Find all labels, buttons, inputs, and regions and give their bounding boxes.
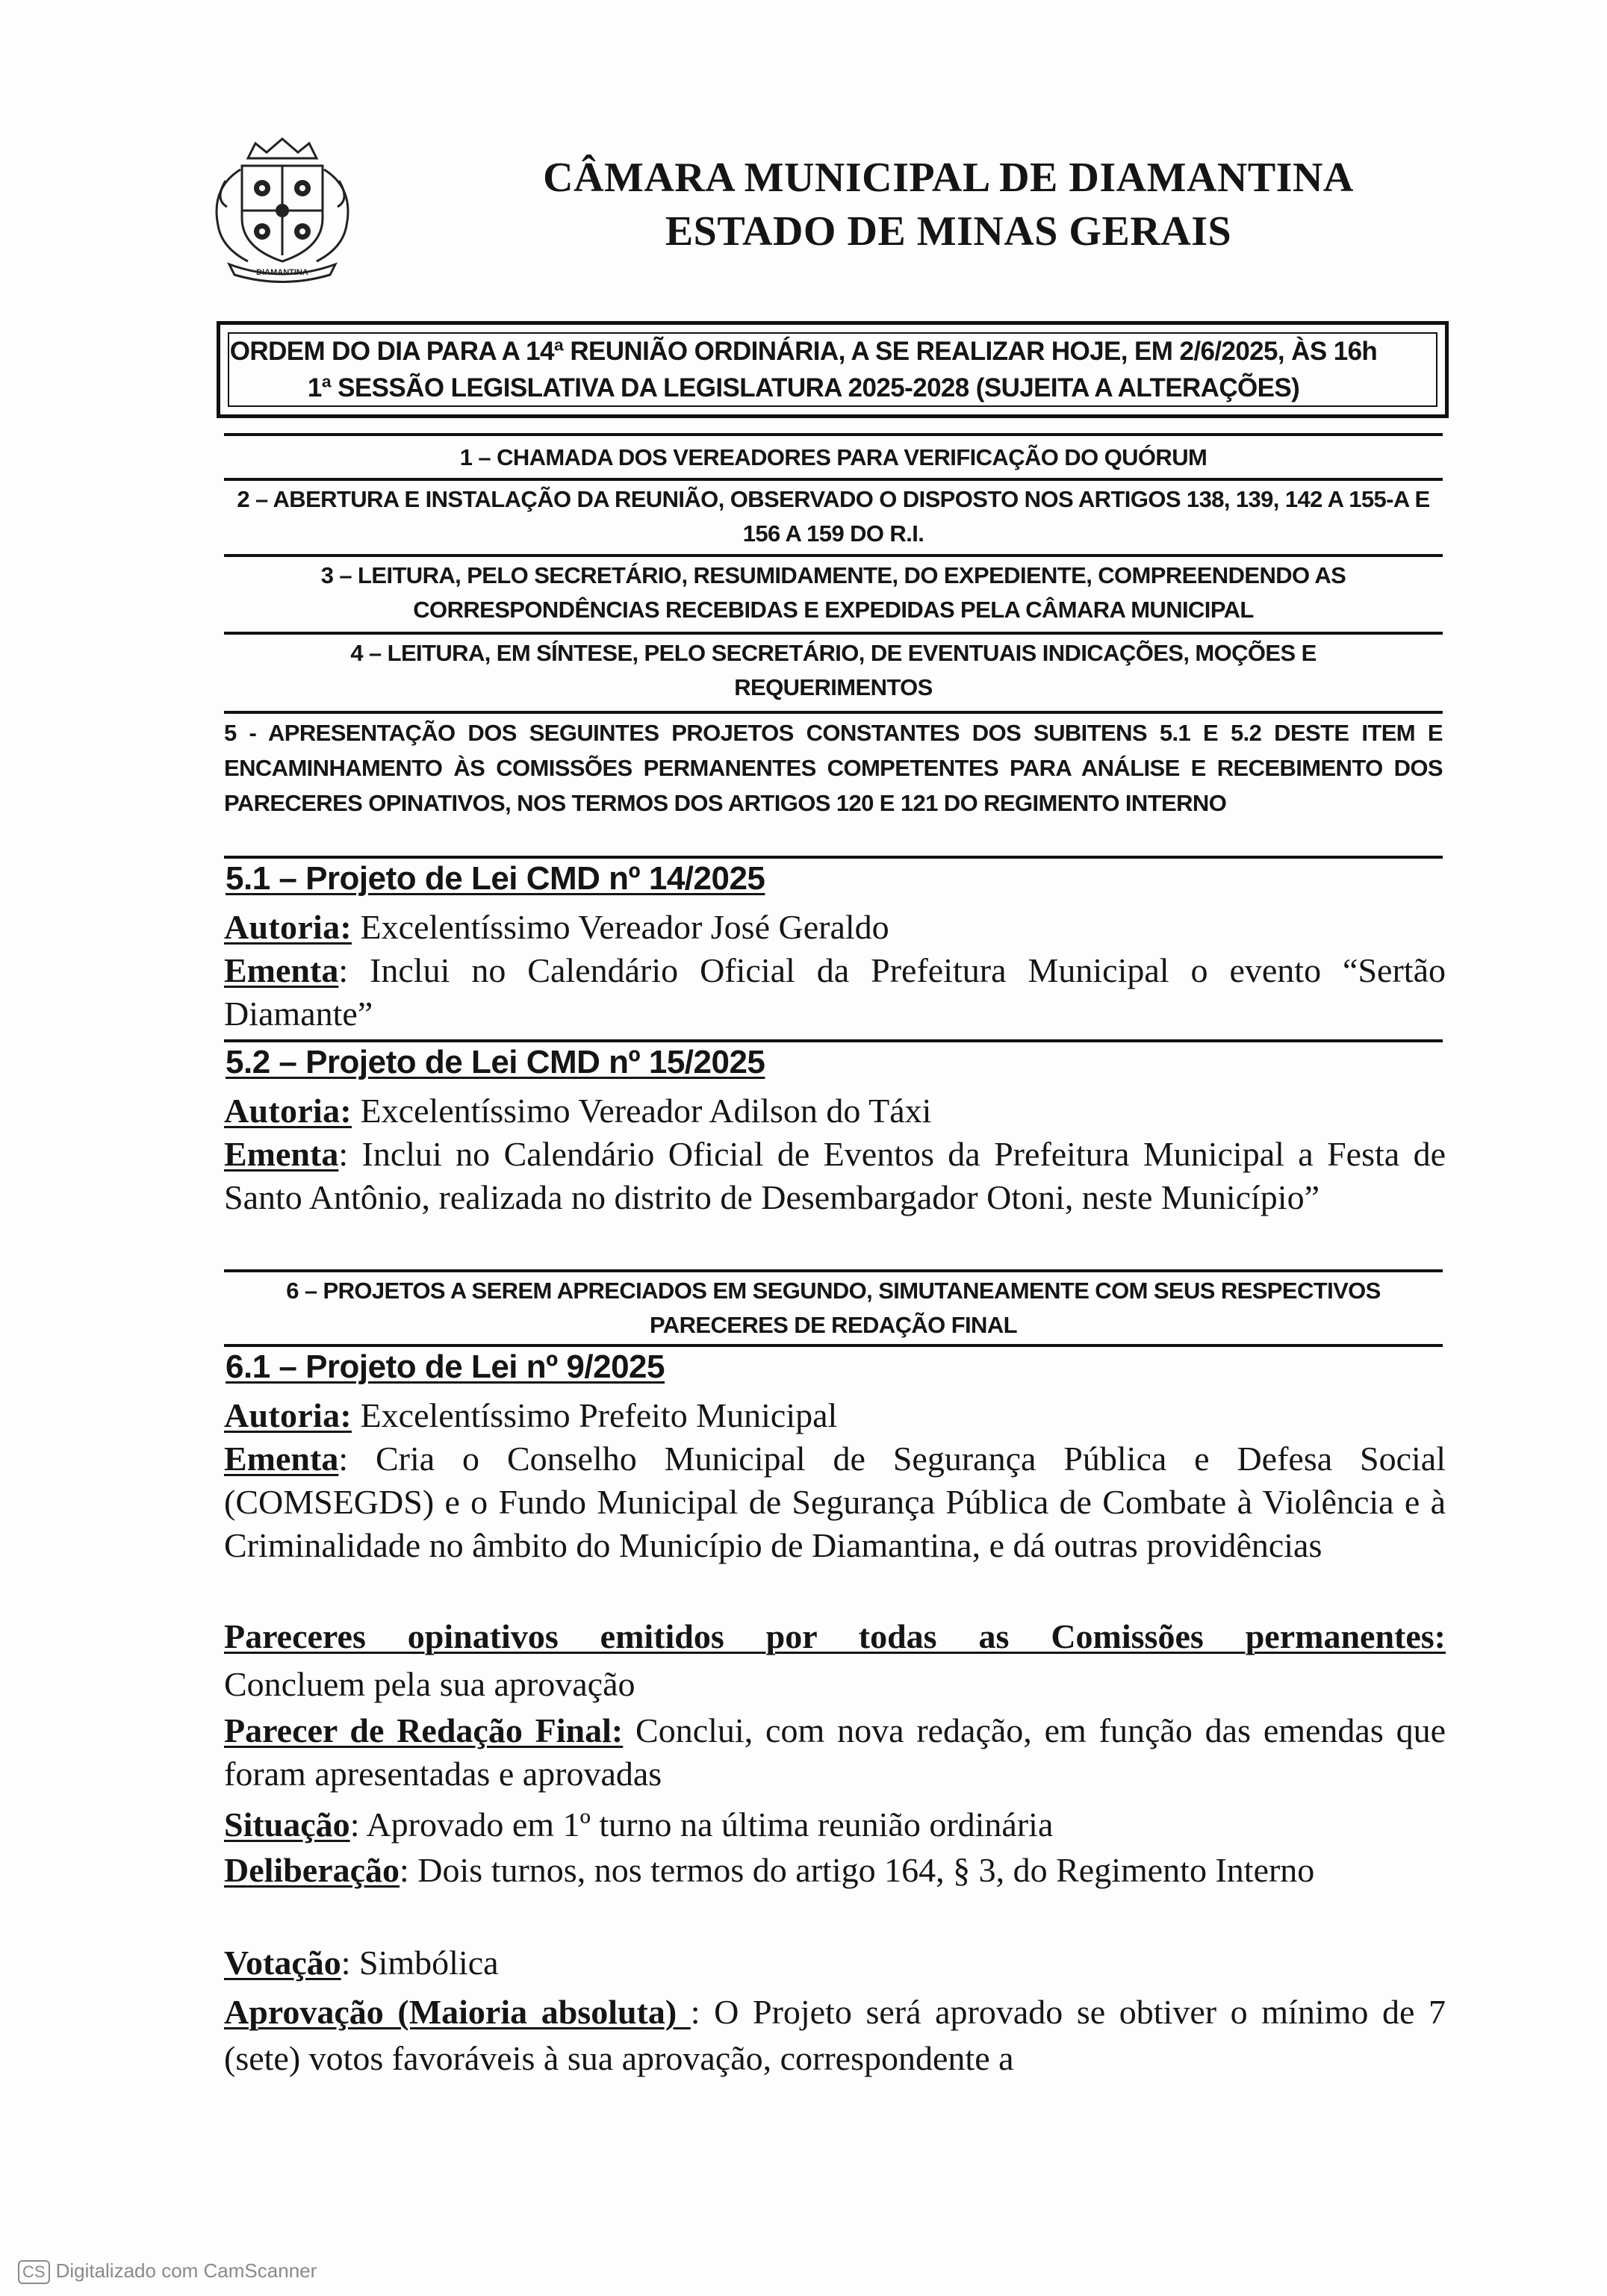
divider bbox=[224, 433, 1443, 436]
situacao-value: : Aprovado em 1º turno na última reunião ordinária bbox=[349, 1805, 1054, 1844]
project-5-1-autoria bbox=[224, 906, 1446, 949]
agenda-item-1: 1 – CHAMADA DOS VEREADORES PARA VERIFICAÇÃO DO QUÓRUM bbox=[459, 444, 1207, 470]
ementa-label: Ementa bbox=[224, 951, 339, 989]
pareceres-label: Pareceres opinativos emitidos por todas as Comissões permanentes: bbox=[224, 1617, 1446, 1655]
project-6-1-ementa bbox=[224, 1437, 1446, 1567]
scanner-watermark-text: Digitalizado com CamScanner bbox=[55, 2259, 317, 2282]
crest-ribbon-text: DIAMANTINA bbox=[256, 268, 308, 277]
agenda-item-2: 2 – ABERTURA E INSTALAÇÃO DA REUNIÃO, OBSERVADO O DISPOSTO NOS ARTIGOS 138, 139, 142 A 155-A E 156 A 159 DO R.I. bbox=[237, 486, 1430, 547]
redacao-final-value: Conclui, com nova redação, em função das emendas que foram apresentadas e aprovadas bbox=[224, 1711, 1446, 1793]
situacao-label: Situação bbox=[224, 1805, 350, 1844]
agenda-title-line-1: ORDEM DO DIA PARA A 14ª REUNIÃO ORDINÁRIA, A SE REALIZAR HOJE, EM 2/6/2025, ÀS 16h bbox=[229, 337, 1378, 366]
project-5-2-heading: 5.2 – Projeto de Lei CMD nº 15/2025 bbox=[226, 1044, 765, 1080]
divider bbox=[224, 554, 1443, 557]
redacao-final-label: Parecer de Redação Final: bbox=[224, 1711, 624, 1749]
autoria-label: Autoria: bbox=[224, 1396, 352, 1434]
divider bbox=[224, 632, 1443, 635]
project-6-1-pareceres-label-line bbox=[224, 1615, 1446, 1658]
project-5-1-ementa bbox=[224, 949, 1446, 1036]
camscanner-icon: CS bbox=[18, 2260, 50, 2284]
autoria-label: Autoria: bbox=[224, 1092, 352, 1130]
project-6-1-redacao-final bbox=[224, 1709, 1446, 1796]
divider bbox=[224, 1039, 1443, 1042]
project-6-1-votacao bbox=[224, 1941, 1446, 1985]
divider bbox=[224, 856, 1443, 859]
project-5-1-heading: 5.1 – Projeto de Lei CMD nº 14/2025 bbox=[226, 860, 765, 897]
ementa-label: Ementa bbox=[224, 1440, 339, 1478]
ementa-value: : Inclui no Calendário Oficial de Eventos da Prefeitura Municipal a Festa de Santo Antônio, realizada no distrito de Desembargador Otoni, neste Município” bbox=[224, 1135, 1446, 1216]
project-6-1-pareceres: Concluem pela sua aprovação bbox=[224, 1665, 635, 1703]
votacao-value: : Simbólica bbox=[341, 1944, 499, 1982]
scanner-watermark bbox=[18, 2259, 317, 2284]
divider bbox=[224, 1344, 1443, 1347]
agenda-item-6: 6 – PROJETOS A SEREM APRECIADOS EM SEGUNDO, SIMUTANEAMENTE COM SEUS RESPECTIVOS PARECERES DE REDAÇÃO FINAL bbox=[286, 1278, 1381, 1338]
ementa-value: : Inclui no Calendário Oficial da Prefeitura Municipal o evento “Sertão Diamante” bbox=[224, 951, 1446, 1033]
project-6-1-aprovacao bbox=[224, 1989, 1446, 2082]
agenda-item-3: 3 – LEITURA, PELO SECRETÁRIO, RESUMIDAMENTE, DO EXPEDIENTE, COMPREENDENDO AS CORRESPONDÊNCIAS RECEBIDAS E EXPEDIDAS PELA CÂMARA MUNICIPAL bbox=[320, 562, 1346, 623]
ementa-value: : Cria o Conselho Municipal de Segurança Pública e Defesa Social (COMSEGDS) e o Fundo Municipal de Segurança Pública de Combate à Violência e à Criminalidade no âmbito do Município de Diamantina, e dá outras providências bbox=[224, 1440, 1446, 1564]
project-6-1-deliberacao bbox=[224, 1849, 1446, 1892]
project-5-2-autoria bbox=[224, 1089, 1446, 1133]
autoria-value: Excelentíssimo Vereador Adilson do Táxi bbox=[352, 1092, 932, 1130]
chamber-title: CÂMARA MUNICIPAL DE DIAMANTINA bbox=[543, 155, 1354, 201]
coat-of-arms-icon bbox=[196, 136, 369, 285]
project-6-1-situacao bbox=[224, 1803, 1446, 1847]
project-6-1-autoria bbox=[224, 1394, 1446, 1437]
agenda-item-5: 5 - APRESENTAÇÃO DOS SEGUINTES PROJETOS CONSTANTES DOS SUBITENS 5.1 E 5.2 DESTE ITEM E ENCAMINHAMENTO ÀS COMISSÕES PERMANENTES COMPETENTES PARA ANÁLISE E RECEBIMENTO DOS PARECERES OPINATIVOS, NOS TERMOS DOS ARTIGOS 120 E 121 DO REGIMENTO INTERNO bbox=[224, 720, 1443, 816]
autoria-value: Excelentíssimo Vereador José Geraldo bbox=[352, 908, 889, 946]
votacao-label: Votação bbox=[224, 1944, 341, 1982]
aprovacao-value: : O Projeto será aprovado se obtiver o mínimo de 7 (sete) votos favoráveis à sua aprovação, correspondente a bbox=[224, 1993, 1446, 2077]
deliberacao-label: Deliberação bbox=[224, 1851, 400, 1889]
project-5-2-ementa bbox=[224, 1133, 1446, 1219]
agenda-title-line-2: 1ª SESSÃO LEGISLATIVA DA LEGISLATURA 2025-2028 (SUJEITA A ALTERAÇÕES) bbox=[307, 373, 1300, 402]
deliberacao-value: : Dois turnos, nos termos do artigo 164, § 3, do Regimento Interno bbox=[400, 1851, 1315, 1889]
project-6-1-heading: 6.1 – Projeto de Lei nº 9/2025 bbox=[226, 1348, 665, 1385]
agenda-title-box bbox=[217, 321, 1449, 418]
autoria-value: Excelentíssimo Prefeito Municipal bbox=[352, 1396, 838, 1434]
ementa-label: Ementa bbox=[224, 1135, 339, 1173]
divider bbox=[224, 711, 1443, 714]
aprovacao-label: Aprovação (Maioria absoluta) bbox=[224, 1993, 691, 2031]
state-title: ESTADO DE MINAS GERAIS bbox=[665, 208, 1232, 255]
divider bbox=[224, 1269, 1443, 1272]
divider bbox=[224, 478, 1443, 481]
agenda-item-4: 4 – LEITURA, EM SÍNTESE, PELO SECRETÁRIO, DE EVENTUAIS INDICAÇÕES, MOÇÕES E REQUERIMENTOS bbox=[350, 640, 1317, 700]
autoria-label: Autoria: bbox=[224, 908, 352, 946]
